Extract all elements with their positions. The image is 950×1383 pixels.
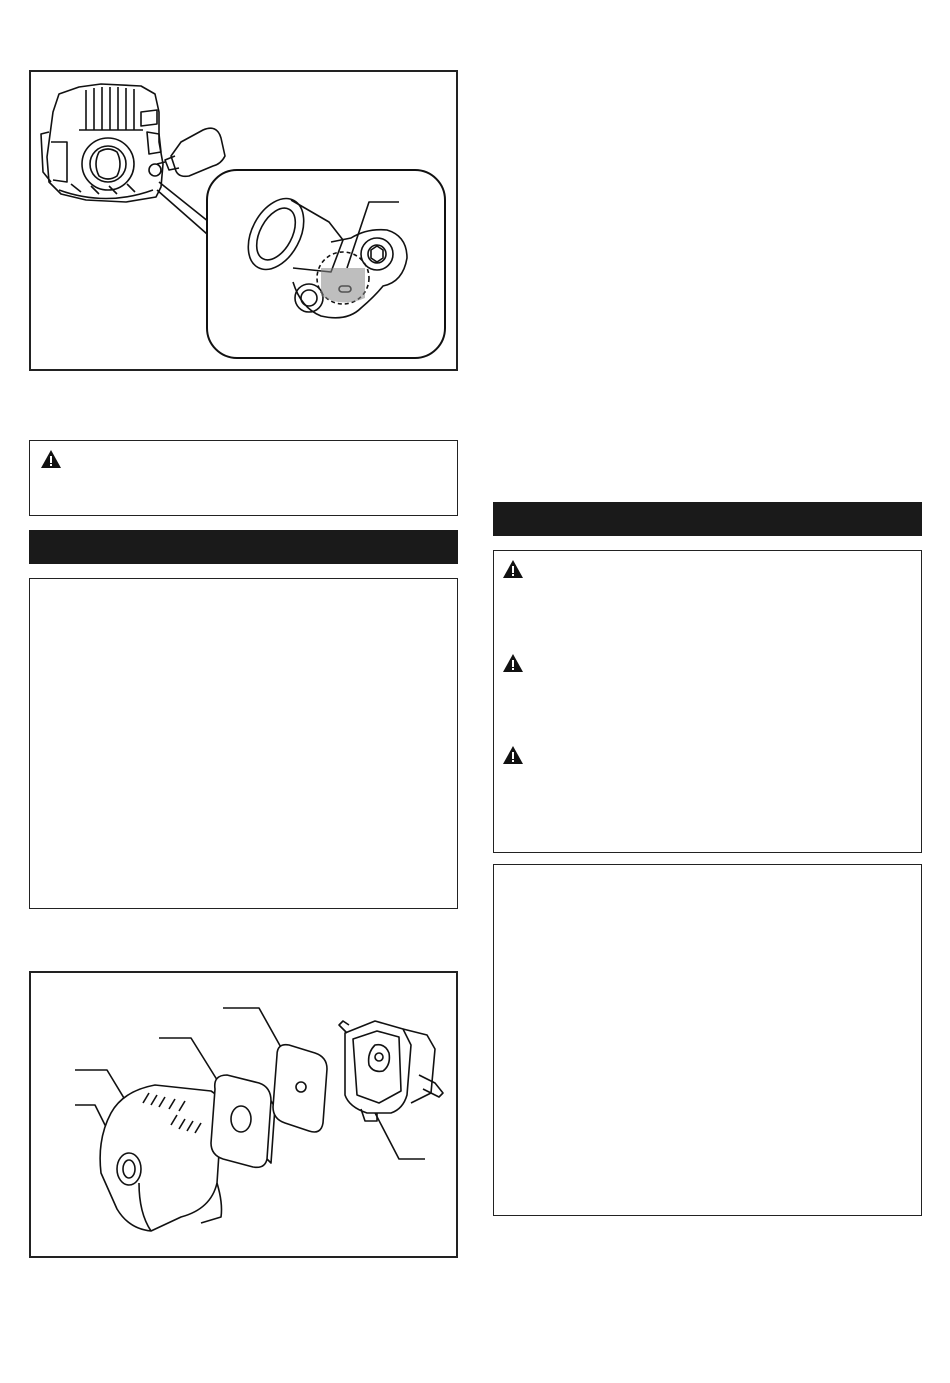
right-info-box [493, 864, 922, 1216]
warning-triangle-icon [502, 559, 524, 579]
left-info-box [29, 578, 458, 909]
oil-fill-figure [29, 70, 458, 371]
warning-triangle-icon [40, 449, 62, 469]
right-section-title [493, 510, 503, 527]
air-cleaner-illustration [31, 973, 460, 1260]
warning-triangle-icon [502, 745, 524, 765]
warning-triangle-icon [502, 653, 524, 673]
left-section-header [29, 530, 458, 564]
oil-fill-illustration [31, 72, 460, 373]
left-warning-box [29, 440, 458, 516]
right-section-header [493, 502, 922, 536]
right-warning-box [493, 550, 922, 853]
left-section-title [29, 538, 39, 555]
air-cleaner-figure [29, 971, 458, 1258]
